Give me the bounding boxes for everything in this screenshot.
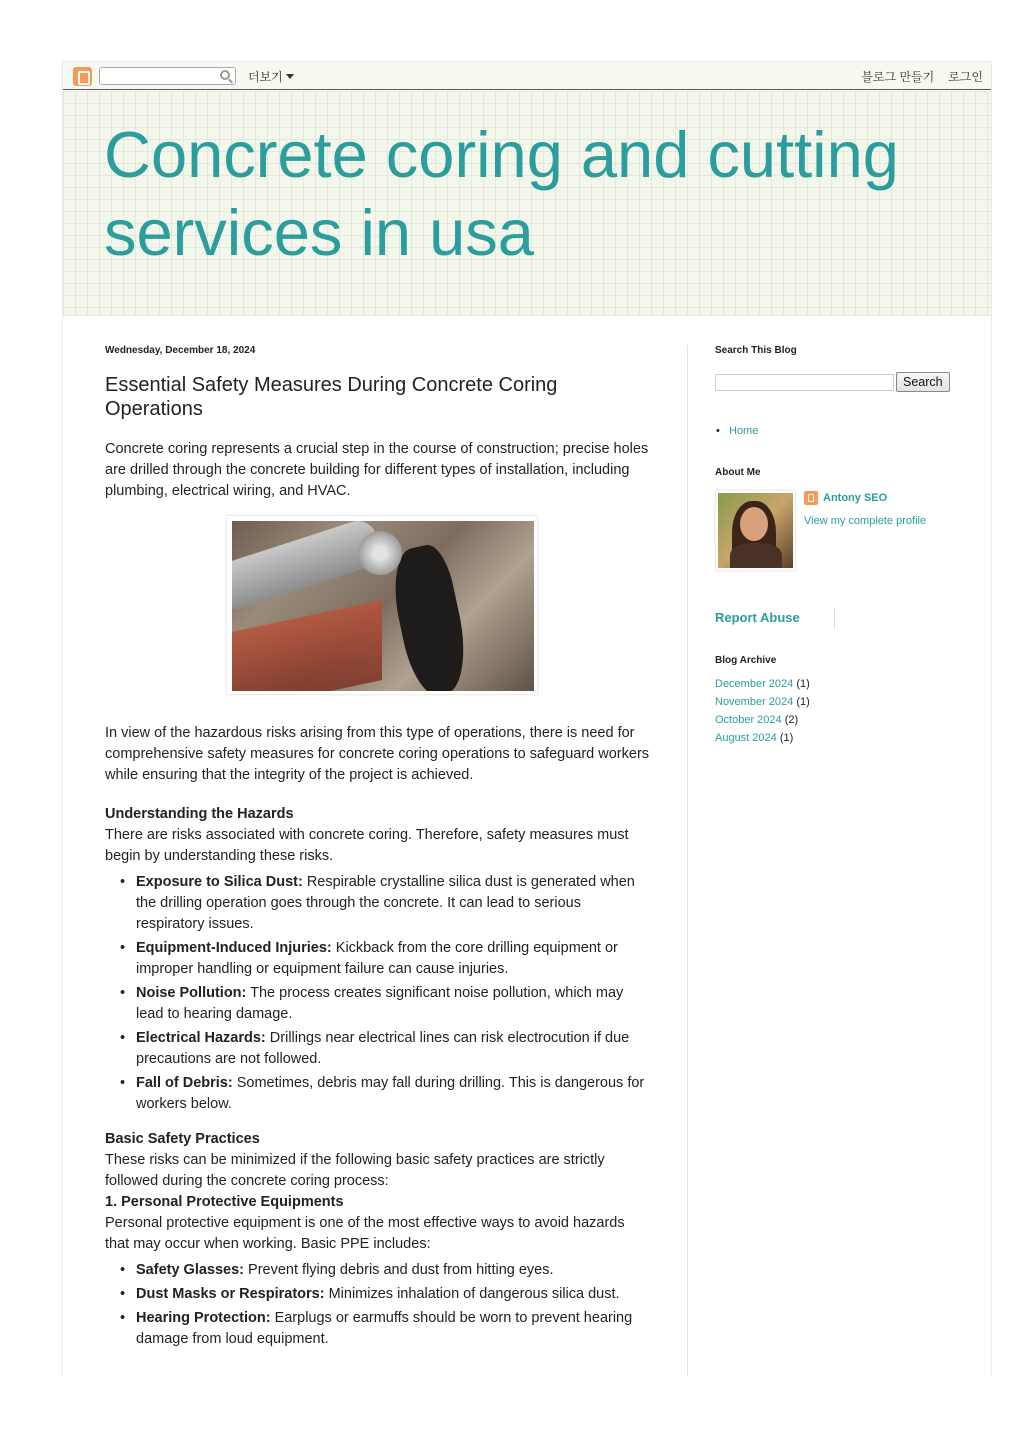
navbar-search-input[interactable] [99, 67, 236, 85]
view-profile-link[interactable]: View my complete profile [804, 515, 927, 527]
basic-practices-intro: These risks can be minimized if the following basic safety practices are strictly followed during the concrete coring process: [105, 1152, 605, 1189]
post-image[interactable] [226, 515, 538, 695]
blog-title[interactable]: Concrete coring and cutting services in usa [104, 118, 899, 269]
search-icon[interactable] [220, 70, 230, 80]
caret-down-icon[interactable] [286, 74, 294, 79]
search-heading: Search This Blog [715, 345, 797, 356]
search-input[interactable] [715, 374, 894, 391]
archive-heading: Blog Archive [715, 655, 777, 666]
blogger-icon [804, 491, 818, 505]
avatar[interactable] [715, 490, 796, 571]
ppe-intro: Personal protective equipment is one of the most effective ways to avoid hazards that may occur when working. Basic PPE includes: [105, 1215, 625, 1252]
list-item: • Exposure to Silica Dust: Respirable crystalline silica dust is generated when the drilling operation goes through the concrete. It can lead to serious respiratory issues. [105, 872, 650, 935]
blogger-logo-icon[interactable] [73, 67, 92, 86]
list-item[interactable]: August 2024 (1) [715, 732, 794, 744]
pages-list [715, 425, 955, 437]
hazards-heading: Understanding the Hazards [105, 806, 294, 822]
ppe-list [105, 1260, 665, 1350]
core-drill [232, 521, 385, 614]
blog-header [63, 91, 991, 316]
concrete-coring-photo [232, 521, 534, 691]
profile-card [715, 490, 955, 574]
post-date: Wednesday, December 18, 2024 [105, 345, 256, 356]
drill-bit [358, 531, 402, 575]
profile-name-link[interactable]: Antony SEO [804, 491, 887, 505]
post-intro: Concrete coring represents a crucial step in the course of construction; precise holes are drilled through the concrete building for different types of installation, including plumbing, electrical wiring, and HVAC. [105, 441, 649, 499]
drill-base [232, 600, 382, 691]
sidebar [715, 345, 955, 750]
list-item: • Safety Glasses: Prevent flying debris and dust from hitting eyes. [105, 1260, 650, 1281]
column-divider [687, 345, 688, 1376]
list-item[interactable]: October 2024 (2) [715, 714, 799, 726]
list-item: • Dust Masks or Respirators: Minimizes inhalation of dangerous silica dust. [105, 1284, 650, 1305]
more-menu[interactable] [248, 68, 294, 85]
report-abuse-link[interactable]: Report Abuse [715, 610, 835, 625]
page-item-home[interactable]: • Home [715, 425, 955, 437]
list-item[interactable]: December 2024 (1) [715, 678, 810, 690]
basic-practices-heading: Basic Safety Practices [105, 1131, 260, 1147]
create-blog-link[interactable]: 블로그 만들기 [861, 70, 935, 84]
list-item[interactable]: November 2024 (1) [715, 696, 810, 708]
list-item: • Hearing Protection: Earplugs or earmuffs should be worn to prevent hearing damage from loud equipment. [105, 1308, 650, 1350]
list-item: • Noise Pollution: The process creates significant noise pollution, which may lead to hearing damage. [105, 983, 650, 1025]
about-heading: About Me [715, 467, 761, 478]
blog-search [715, 372, 955, 392]
hazards-intro: There are risks associated with concrete coring. Therefore, safety measures must begin by understanding these risks. [105, 827, 629, 864]
profile-photo [718, 493, 793, 568]
blog-frame [62, 61, 992, 1376]
search-button[interactable]: Search [896, 372, 950, 392]
blogger-navbar [63, 62, 991, 90]
login-link[interactable]: 로그인 [948, 70, 983, 84]
post-paragraph-2: In view of the hazardous risks arising from this type of operations, there is need for comprehensive safety measures for concrete coring operations to safeguard workers while ensuring that the integrity of the project is achieved. [105, 725, 650, 783]
hazards-list [105, 872, 665, 1115]
main-column [105, 345, 665, 1353]
list-item: • Equipment-Induced Injuries: Kickback from the core drilling equipment or improper handling or equipment failure can cause injuries. [105, 938, 650, 980]
ppe-heading: 1. Personal Protective Equipments [105, 1194, 344, 1210]
list-item: • Fall of Debris: Sometimes, debris may fall during drilling. This is dangerous for workers below. [105, 1073, 650, 1115]
more-label[interactable]: 더보기 [248, 70, 283, 84]
list-item: • Electrical Hazards: Drillings near electrical lines can risk electrocution if due precautions are not followed. [105, 1028, 650, 1070]
archive-list [715, 678, 955, 744]
post-title: Essential Safety Measures During Concrete Coring Operations [105, 374, 558, 420]
